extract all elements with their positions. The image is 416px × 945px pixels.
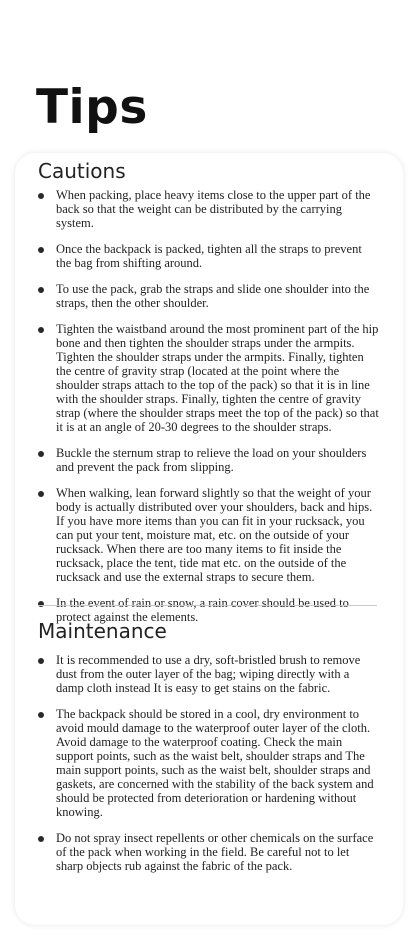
- bullet-icon: [38, 451, 44, 457]
- page-title: Tips: [36, 80, 148, 135]
- caution-text: Buckle the sternum strap to relieve the load on your shoulders and prevent the pack from slipping.: [56, 446, 367, 474]
- caution-text: In the event of rain or snow, a rain cover should be used to protect against the elements.: [56, 596, 349, 624]
- maintenance-list: [15, 653, 403, 885]
- tips-card: [15, 153, 403, 925]
- maintenance-text: It is recommended to use a dry, soft-bristled brush to remove dust from the outer layer of the bag; wiping directly with a damp cloth instead It is easy to get stains on the fabric.: [56, 653, 361, 695]
- maintenance-item: [15, 831, 403, 873]
- bullet-icon: [38, 658, 44, 664]
- caution-item: [15, 282, 403, 310]
- caution-item: [15, 486, 403, 584]
- maintenance-text: The backpack should be stored in a cool, dry environment to avoid mould damage to the waterproof outer layer of the cloth. Avoid damage to the waterproof coating. Check the main support points, such as the waist belt, shoulder straps and The main support points, such as the waist belt, shoulder straps and gaskets, are concerned with the stability of the back system and should be protected from deterioration or hardening without knowing.: [56, 707, 374, 819]
- caution-text: When walking, lean forward slightly so that the weight of your body is actually distributed over your shoulders, back and hips. If you have more items than you can fit in your rucksack, you can put your tent, moisture mat, etc. on the outside of your rucksack. When there are too many items to fit inside the rucksack, place the tent, tide mat etc. on the outside of the rucksack and use the external straps to secure them.: [56, 486, 373, 584]
- caution-text: When packing, place heavy items close to the upper part of the back so that the weight can be distributed by the carrying system.: [56, 188, 371, 230]
- maintenance-heading: Maintenance: [38, 619, 167, 643]
- caution-text: Tighten the waistband around the most prominent part of the hip bone and then tighten the shoulder straps under the armpits. Tighten the shoulder straps under the armpits. Finally, tighten the centre of gravity strap (located at the point where the shoulder straps attach to the top of the pack) so that it is in line with the shoulder straps. Finally, tighten the centre of gravity strap (where the shoulder straps meet the top of the pack) so that it is at an angle of 20-30 degrees to the shoulder straps.: [56, 322, 379, 434]
- caution-item: [15, 322, 403, 434]
- bullet-icon: [38, 491, 44, 497]
- bullet-icon: [38, 193, 44, 199]
- maintenance-item: [15, 707, 403, 819]
- maintenance-text: Do not spray insect repellents or other chemicals on the surface of the pack when working in the field. Be careful not to let sharp objects rub against the fabric of the pack.: [56, 831, 374, 873]
- bullet-icon: [38, 601, 44, 607]
- bullet-icon: [38, 287, 44, 293]
- caution-text: Once the backpack is packed, tighten all the straps to prevent the bag from shifting around.: [56, 242, 362, 270]
- caution-item: [15, 242, 403, 270]
- bullet-icon: [38, 836, 44, 842]
- cautions-heading: Cautions: [38, 159, 126, 183]
- caution-text: To use the pack, grab the straps and slide one shoulder into the straps, then the other shoulder.: [56, 282, 370, 310]
- bullet-icon: [38, 247, 44, 253]
- caution-item: [15, 188, 403, 230]
- caution-item: [15, 446, 403, 474]
- section-divider: [38, 605, 377, 606]
- maintenance-item: [15, 653, 403, 695]
- cautions-list: [15, 188, 403, 636]
- bullet-icon: [38, 327, 44, 333]
- bullet-icon: [38, 712, 44, 718]
